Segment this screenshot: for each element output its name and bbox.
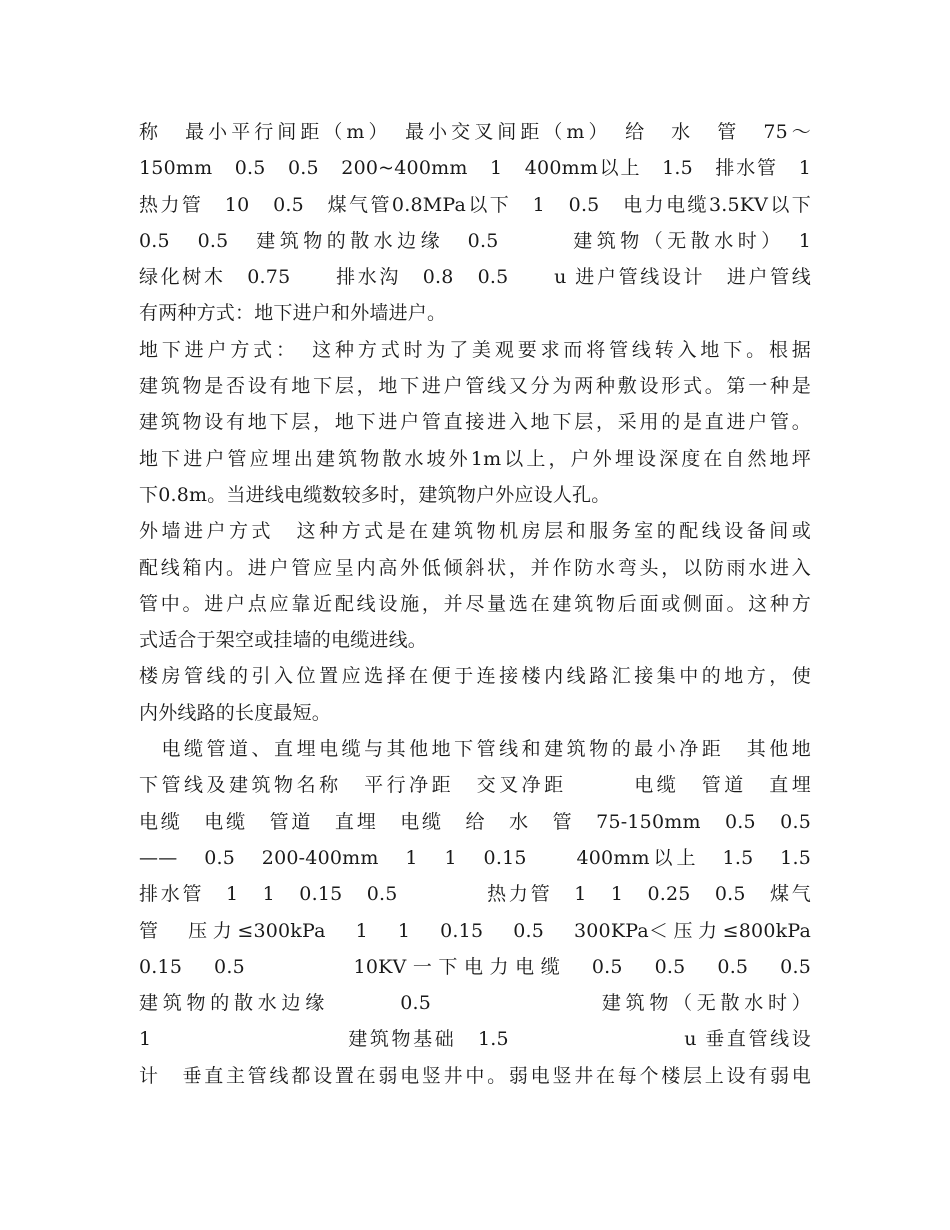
text-line: —— 0.5 200-400mm 1 1 0.15 400mm以上 1.5 1.5 xyxy=(139,846,811,869)
text-line: 电缆 电缆 管道 直埋 电缆 给 水 管 75-150mm 0.5 0.5 xyxy=(139,810,811,833)
text-line: 1 建筑物基础 1.5 u 垂直管线设 xyxy=(139,1028,811,1051)
text-line: 内外线路的长度最短。 xyxy=(139,701,332,724)
body-text xyxy=(139,114,811,1094)
text-line: 建筑物是否设有地下层，地下进户管线又分为两种敷设形式。第一种是 xyxy=(139,375,811,398)
text-line: 计 垂直主管线都设置在弱电竖井中。弱电竖井在每个楼层上设有弱电 xyxy=(139,1064,811,1087)
text-line: 绿化树木 0.75 排水沟 0.8 0.5 u 进户管线设计 进户管线 xyxy=(139,266,811,289)
text-line: 排水管 1 1 0.15 0.5 热力管 1 1 0.25 0.5 煤气 xyxy=(139,883,811,906)
text-line: 地下进户管应埋出建筑物散水坡外1m以上，户外埋设深度在自然地坪 xyxy=(139,447,811,470)
text-line: 楼房管线的引入位置应选择在便于连接楼内线路汇接集中的地方，使 xyxy=(139,665,811,688)
text-line: 称 最小平行间距（m） 最小交叉间距（m） 给 水 管 75～ xyxy=(139,121,811,143)
text-line: 管中。进户点应靠近配线设施，并尽量选在建筑物后面或侧面。这种方 xyxy=(139,592,811,615)
text-line: 建筑物设有地下层，地下进户管直接进入地下层，采用的是直进户管。 xyxy=(139,411,811,434)
text-line: 有两种方式：地下进户和外墙进户。 xyxy=(139,302,447,325)
text-line: 管 压力≤300kPa 1 1 0.15 0.5 300KPa＜压力≤800kPa xyxy=(139,919,811,942)
text-line: 式适合于架空或挂墙的电缆进线。 xyxy=(139,629,428,652)
text-line: 建筑物的散水边缘 0.5 建筑物（无散水时） xyxy=(139,992,811,1015)
text-line: 下管线及建筑物名称 平行净距 交叉净距 电缆 管道 直埋 xyxy=(139,774,811,797)
text-line: 配线箱内。进户管应呈内高外低倾斜状，并作防水弯头，以防雨水进入 xyxy=(139,556,811,579)
text-line: 150mm 0.5 0.5 200~400mm 1 400mm以上 1.5 排水管 1 xyxy=(139,157,811,180)
text-line: 0.5 0.5 建筑物的散水边缘 0.5 建筑物（无散水时） 1 xyxy=(139,229,811,252)
text-line: 外墙进户方式 这种方式是在建筑物机房层和服务室的配线设备间或 xyxy=(139,520,811,543)
text-line: 热力管 10 0.5 煤气管0.8MPa以下 1 0.5 电力电缆3.5KV以下 xyxy=(139,193,811,216)
text-line: 电缆管道、直埋电缆与其他地下管线和建筑物的最小净距 其他地 xyxy=(139,738,811,761)
text-line: 下0.8m。当进线电缆数较多时，建筑物户外应设人孔。 xyxy=(139,483,611,506)
text-line: 0.15 0.5 10KV一下电力电缆 0.5 0.5 0.5 0.5 xyxy=(139,955,811,978)
text-line: 地下进户方式： 这种方式时为了美观要求而将管线转入地下。根据 xyxy=(139,338,811,361)
